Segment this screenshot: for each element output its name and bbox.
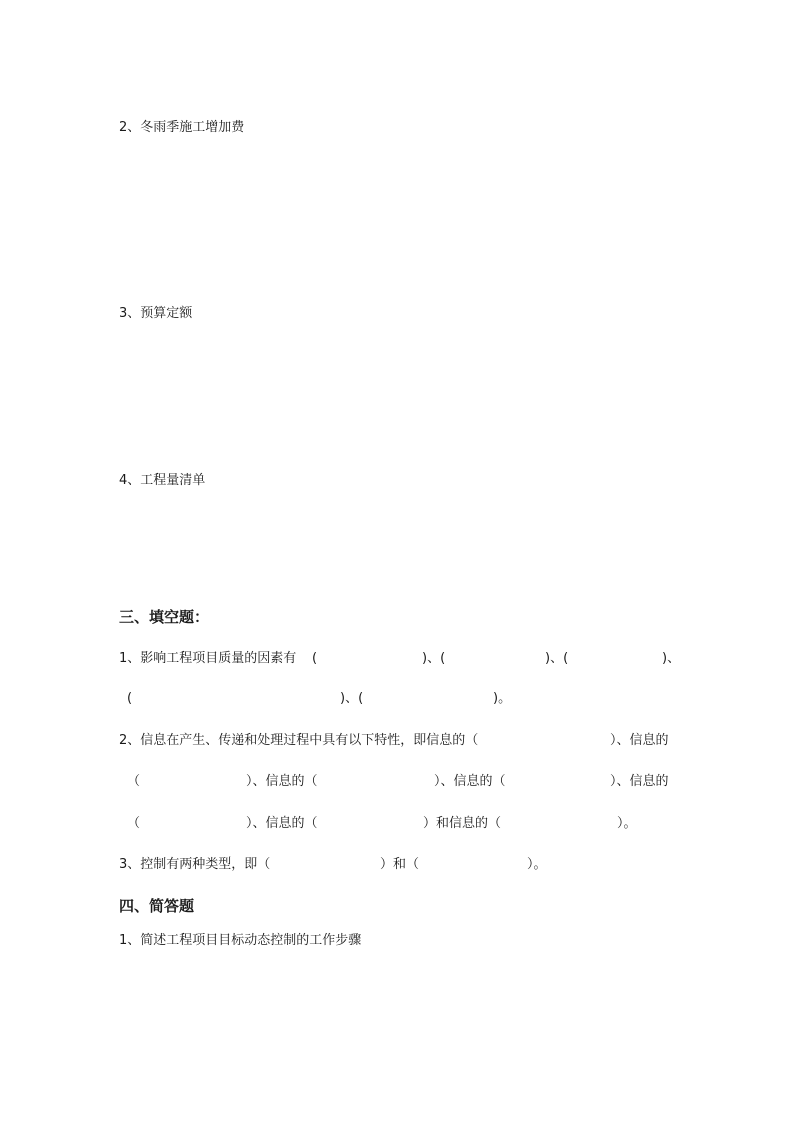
blank-open: ( <box>312 651 318 666</box>
question-1-line-1 <box>0 650 793 668</box>
blank-separator: )、( <box>340 691 364 706</box>
question-text: 3、控制有两种类型，即（ <box>119 857 271 872</box>
blank-separator: )、( <box>545 651 569 666</box>
question-2-line-2 <box>0 773 793 791</box>
question-2-line-1 <box>0 732 793 750</box>
blank-open: ( <box>127 691 133 706</box>
blank-separator: ）、信息的 <box>610 733 669 748</box>
blank-separator: ）、信息的（ <box>246 774 318 789</box>
blank-separator: ）、信息的（ <box>246 816 318 831</box>
section-heading-short-answer: 四、简答题 <box>119 897 195 915</box>
question-1-line-2 <box>0 690 793 708</box>
question-text: 2、信息在产生、传递和处理过程中具有以下特性，即信息的（ <box>119 733 479 748</box>
question-text: 1、影响工程项目质量的因素有 <box>119 651 297 666</box>
blank-open: （ <box>127 816 141 831</box>
blank-separator: )、( <box>422 651 446 666</box>
question-2-line-3 <box>0 815 793 833</box>
term-2: 2、冬雨季施工增加费 <box>119 120 245 135</box>
blank-separator: ）和信息的（ <box>423 816 502 831</box>
section-heading-fill-in: 三、填空题： <box>119 608 210 626</box>
blank-close: )、 <box>662 651 681 666</box>
short-answer-question-1: 1、简述工程项目目标动态控制的工作步骤 <box>119 933 362 948</box>
blank-separator: ）、信息的 <box>610 774 669 789</box>
blank-separator: ）和（ <box>380 857 420 872</box>
term-3: 3、预算定额 <box>119 306 193 321</box>
term-4: 4、工程量清单 <box>119 473 206 488</box>
question-3 <box>0 856 793 874</box>
blank-separator: ）、信息的（ <box>434 774 506 789</box>
blank-close: ）。 <box>617 816 637 831</box>
blank-close: )。 <box>493 691 512 706</box>
blank-open: （ <box>127 774 141 789</box>
blank-close: ）。 <box>527 857 547 872</box>
